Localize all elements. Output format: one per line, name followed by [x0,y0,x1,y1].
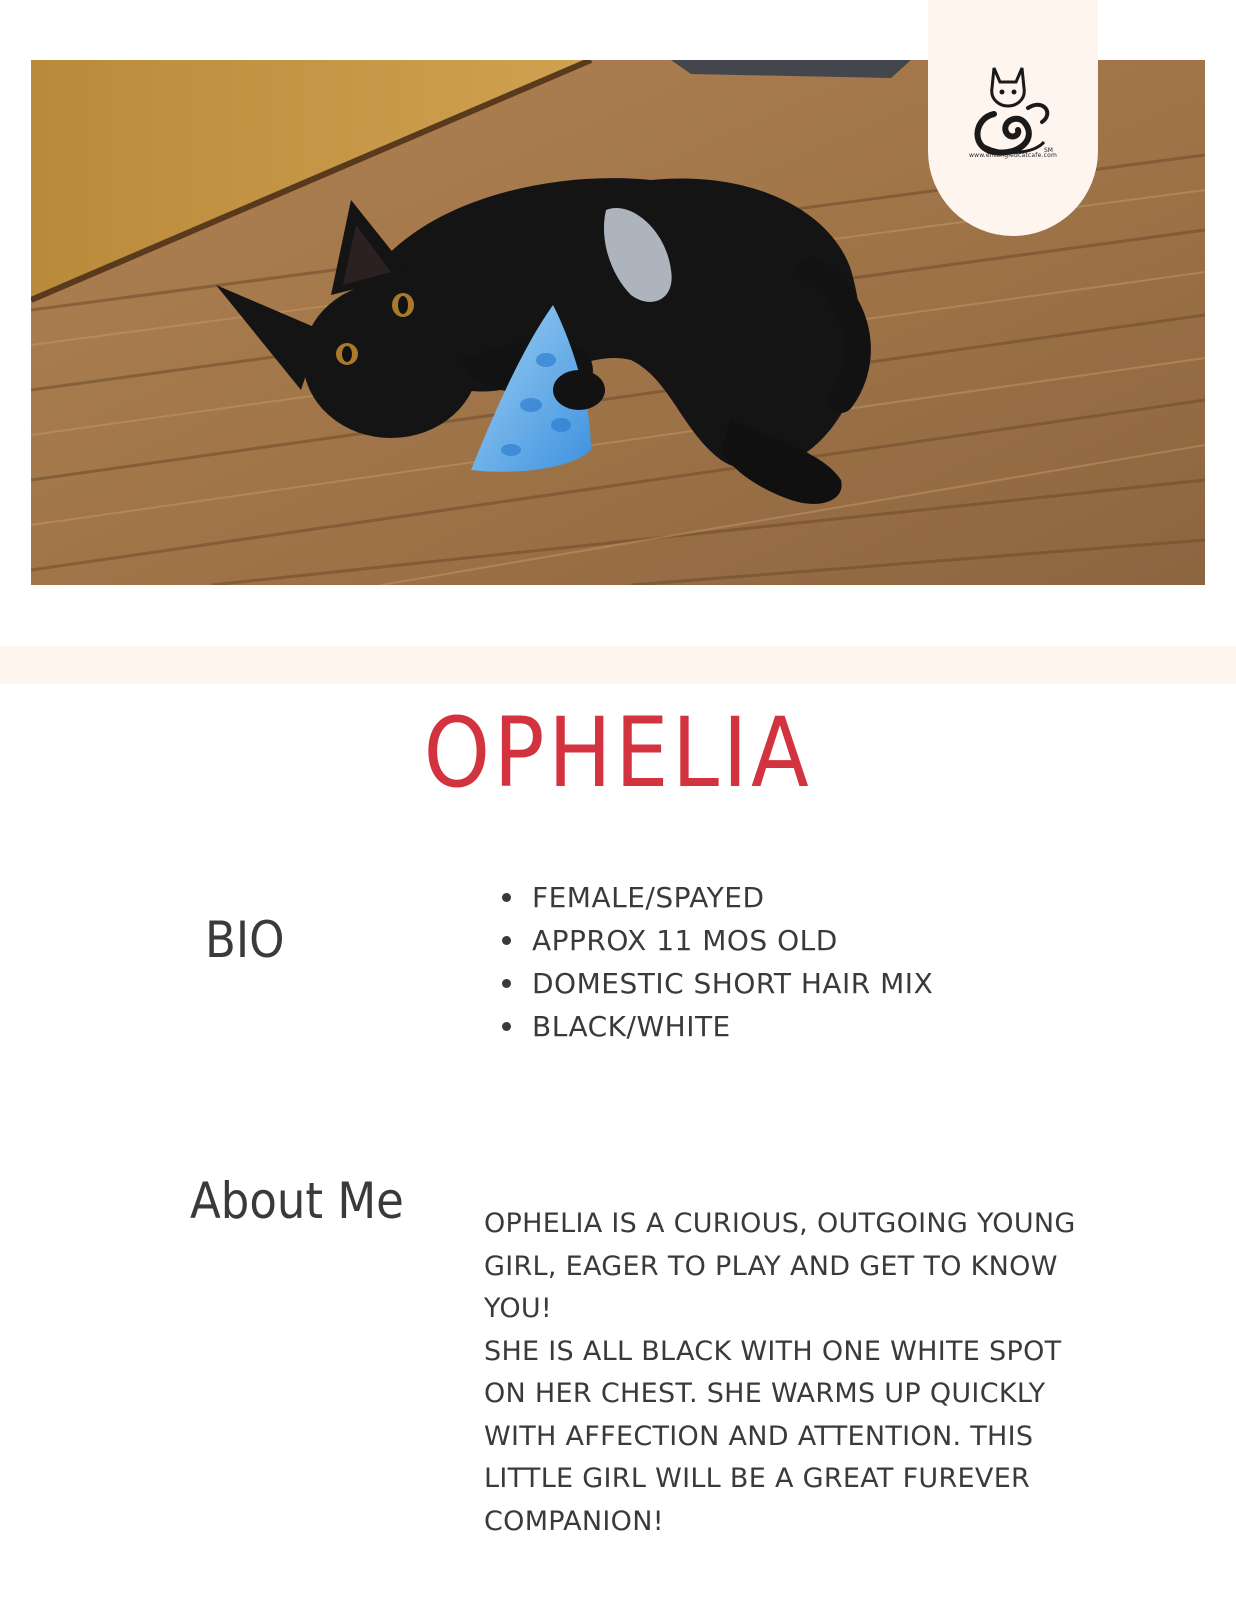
bullet-icon [502,979,511,988]
bio-item [496,962,933,1005]
bio-item [496,919,933,962]
bio-item-text: FEMALE/SPAYED [532,881,765,914]
cat-cafe-logo-icon [964,58,1062,162]
bullet-icon [502,893,511,902]
about-text: OPHELIA IS A CURIOUS, OUTGOING YOUNG GIRL, EAGER TO PLAY AND GET TO KNOW YOU! SHE IS ALL BLACK WITH ONE WHITE SPOT ON HER CHEST. SHE WARMS UP QUICKLY WITH AFFECTION AND ATTENTION. THIS LITTLE GIRL WILL BE A GREAT FUREVER COMPANION! [484,1208,1076,1537]
bio-label: BIO [205,911,285,969]
bio-list [496,876,933,1048]
logo-sm-mark: SM [1044,147,1053,154]
logo-url-text: www.entangledcatcafe.com [968,152,1057,159]
bullet-icon [502,936,511,945]
bio-item-text: BLACK/WHITE [532,1010,731,1043]
bio-item [496,1005,933,1048]
bio-item-text: APPROX 11 MOS OLD [532,924,838,957]
bullet-icon [502,1022,511,1031]
divider-band [0,646,1236,684]
bio-item [496,876,933,919]
about-label: About Me [190,1172,404,1230]
logo-tab [928,0,1098,236]
bio-item-text: DOMESTIC SHORT HAIR MIX [532,967,934,1000]
pet-name-heading: OPHELIA [423,697,813,809]
